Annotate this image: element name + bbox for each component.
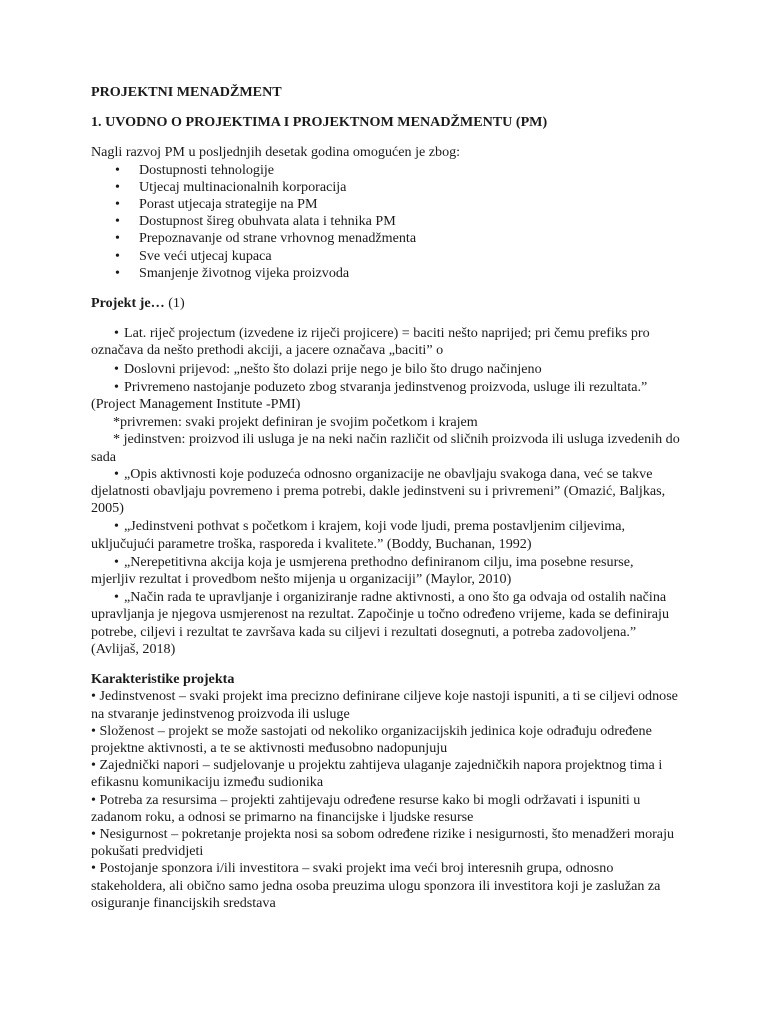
definition-text: Lat. riječ projectum (izvedene iz riječi projicere) = baciti nešto naprijed; pri čemu prefiks pro označava da nešto prethodi akciji, a jacere označava „baciti” o: [91, 325, 650, 359]
characteristics-section: [91, 671, 681, 912]
bullet-icon: •: [114, 465, 119, 482]
project-heading: Projekt je…: [91, 295, 165, 312]
bullet-icon: •: [114, 589, 119, 606]
list-item: • Sve veći utjecaj kupaca: [91, 248, 681, 265]
definition-text: „Jedinstveni pothvat s početkom i krajem, koji vode ljudi, prema postavljenim ciljevima, uključujući parametre troška, rasporeda i kvalitete.” (Boddy, Buchanan, 1992): [91, 518, 626, 552]
bullet-icon: •: [114, 360, 119, 377]
reasons-list: [91, 162, 681, 282]
characteristics-heading: Karakteristike projekta: [91, 671, 235, 688]
definition-item: [91, 518, 681, 552]
list-item: • Dostupnost šireg obuhvata alata i tehnika PM: [91, 213, 681, 230]
bullet-icon: •: [114, 553, 119, 570]
project-heading-ref: (1): [164, 295, 185, 312]
bullet-icon: •: [114, 518, 119, 535]
definitions-list: [91, 325, 681, 658]
definition-text: Privremeno nastojanje poduzeto zbog stvaranja jedinstvenog proizvoda, usluge ili rezultata.” (Project Management Institute -PMI): [91, 378, 648, 413]
definition-item: [91, 589, 681, 658]
list-item: • Nesigurnost – pokretanje projekta nosi sa sobom određene rizike i nesigurnosti, što menadžeri moraju pokušati predvidjeti: [91, 825, 675, 860]
document-title: PROJEKTNI MENADŽMENT: [91, 84, 282, 100]
intro-paragraph: Nagli razvoj PM u posljednjih desetak godina omogućen je zbog:: [91, 144, 461, 161]
list-item: • Jedinstvenost – svaki projekt ima precizno definirane ciljeve koje nastoji ispuniti, a ti se ciljevi odnose na stvaranje jedinstvenog proizvoda ili usluge: [91, 688, 678, 722]
list-item: • Porast utjecaja strategije na PM: [91, 196, 681, 213]
definition-item: [91, 554, 681, 588]
note-unique: * jedinstven: proizvod ili usluga je na neki način različit od sličnih proizvoda ili usluga izvedenih do sada: [91, 431, 680, 465]
list-item: • Prepoznavanje od strane vrhovnog menadžmenta: [91, 230, 681, 247]
list-item: • Složenost – projekt se može sastojati od nekoliko organizacijskih jedinica koje odrađuju određene projektne aktivnosti, a te se aktivnosti međusobno nadopunjuju: [91, 722, 652, 756]
project-heading-line: [91, 295, 681, 312]
list-item: • Utjecaj multinacionalnih korporacija: [91, 179, 681, 196]
definition-item: [91, 325, 681, 359]
note-temporary: *privremen: svaki projekt definiran je svojim početkom i krajem: [113, 414, 478, 431]
list-item: • Potreba za resursima – projekti zahtijevaju određene resurse kako bi mogli održavati i ispuniti u zadanom roku, a odnosi se primarno na financijske i ljudske resurse: [91, 791, 641, 825]
definition-text: „Nerepetitivna akcija koja je usmjerena prethodno definiranom cilju, ima posebne resurse, mjerljiv rezultat i provedbom nešto mijenja u organizaciji” (Maylor, 2010): [91, 553, 634, 588]
document-page: [91, 84, 681, 912]
definition-text: Doslovni prijevod: „nešto što dolazi prije nego je bilo što drugo načinjeno: [124, 360, 542, 377]
definition-text: „Način rada te upravljanje i organiziranje radne aktivnosti, a ono što ga odvaja od ostalih načina upravljanja je njegova usmjerenost na rezultat. Započinje u točno određeno vrijeme, kada se definiraju potrebe, ciljevi i rezultat te završava kada su ciljevi i rezultati dosegnuti, a potreba zadovoljena.” (Avlijaš, 2018): [91, 589, 670, 657]
list-item: • Smanjenje životnog vijeka proizvoda: [91, 265, 681, 282]
bullet-icon: •: [114, 378, 119, 395]
definition-item: [91, 379, 681, 413]
definition-item: [91, 466, 681, 518]
definition-item: [91, 361, 681, 378]
definition-text: „Opis aktivnosti koje poduzeća odnosno organizacije ne obavljaju svakoga dana, već se takve djelatnosti obavljaju povremeno i prema potrebi, dakle jedinstveni su i privremeni” (Omazić, Baljkas, 2005): [91, 465, 666, 517]
list-item: • Postojanje sponzora i/ili investitora – svaki projekt ima veći broj interesnih grupa, odnosno stakeholdera, ali obično samo jedna osoba preuzima ulogu sponzora ili investitora koji je zaslužan za osiguranje financijskih sredstava: [91, 860, 661, 911]
bullet-icon: •: [114, 325, 119, 342]
list-item: • Zajednički napori – sudjelovanje u projektu zahtijeva ulaganje zajedničkih napora projektnog tima i efikasnu komunikaciju između sudionika: [91, 757, 663, 791]
list-item: • Dostupnosti tehnologije: [91, 162, 681, 179]
section-heading: 1. UVODNO O PROJEKTIMA I PROJEKTNOM MENADŽMENTU (PM): [91, 114, 548, 131]
